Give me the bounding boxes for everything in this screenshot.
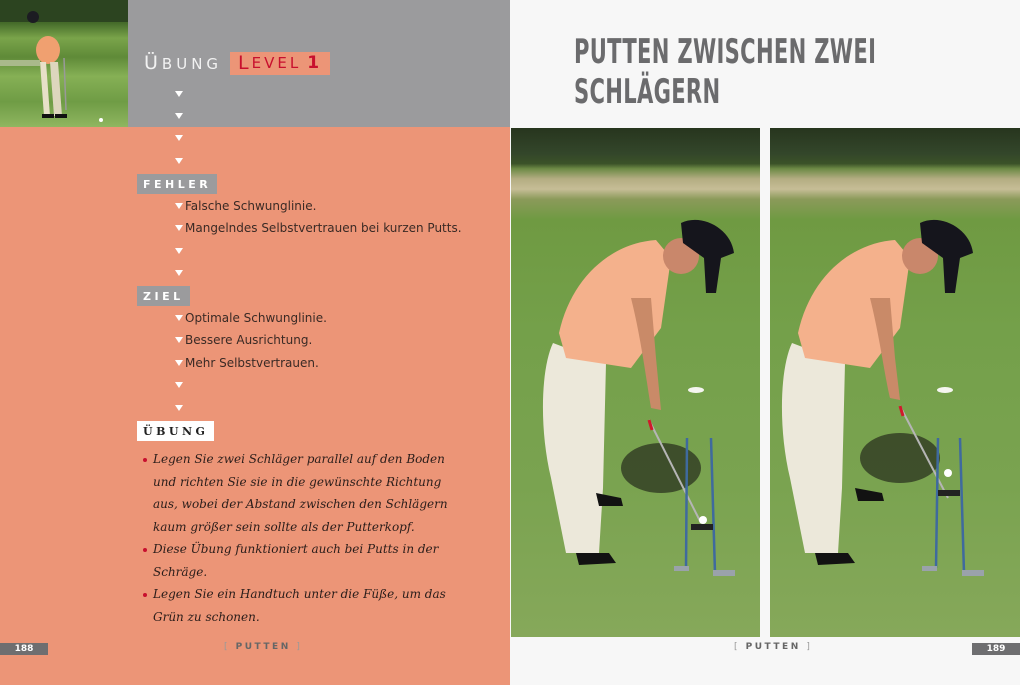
- section-label-uebung: ÜBUNG: [137, 421, 214, 441]
- triangle-bullet-icon: [175, 248, 183, 254]
- triangle-bullet-icon: [175, 225, 183, 231]
- triangle-bullet-icon: [175, 315, 183, 321]
- ziel-item: Mehr Selbstvertrauen.: [185, 356, 319, 370]
- page-number-left: 188: [0, 643, 48, 655]
- triangle-bullet-icon: [175, 91, 183, 97]
- section-label-fehler: FEHLER: [137, 174, 217, 194]
- ziel-item: Bessere Ausrichtung.: [185, 333, 313, 347]
- exercise-item: Legen Sie zwei Schläger parallel auf den Boden und richten Sie sie in die gewünschte Richtung aus, wobei der Abstand zwischen den Schlägern kaum größer sein sollte als der Putterkopf.: [143, 448, 463, 538]
- golfer-thumbnail-illustration: [0, 0, 128, 127]
- page-title: [574, 32, 996, 112]
- triangle-bullet-icon: [175, 113, 183, 119]
- page-number-right: 189: [972, 643, 1020, 655]
- triangle-bullet-icon: [175, 405, 183, 411]
- level-badge: L EVEL 1: [230, 52, 330, 75]
- exercise-list: [143, 448, 463, 628]
- triangle-bullet-icon: [175, 158, 183, 164]
- triangle-bullet-icon: [175, 135, 183, 141]
- golfer-illustration: [511, 128, 760, 637]
- running-head-right: [ PUTTEN ]: [734, 642, 813, 652]
- uebung-label: ÜBUNG: [144, 52, 223, 74]
- triangle-bullet-icon: [175, 337, 183, 343]
- triangle-bullet-icon: [175, 360, 183, 366]
- triangle-bullet-icon: [175, 203, 183, 209]
- ziel-item: Optimale Schwunglinie.: [185, 311, 327, 325]
- triangle-bullet-icon: [175, 270, 183, 276]
- golfer-illustration: [770, 128, 1020, 637]
- level-heading: [144, 51, 330, 75]
- photo-putting-1: [511, 128, 760, 637]
- fehler-item: Falsche Schwunglinie.: [185, 199, 317, 213]
- photo-putting-2: [770, 128, 1020, 637]
- triangle-bullet-icon: [175, 382, 183, 388]
- section-label-ziel: ZIEL: [137, 286, 190, 306]
- exercise-item: Diese Übung funktioniert auch bei Putts in der Schräge.: [143, 538, 463, 583]
- running-head-left: [ PUTTEN ]: [224, 642, 303, 652]
- fehler-item: Mangelndes Selbstvertrauen bei kurzen Putts.: [185, 221, 462, 235]
- title-line-1: PUTTEN ZWISCHEN ZWEI: [574, 32, 877, 72]
- golfer-thumbnail-photo: [0, 0, 128, 127]
- title-line-2: SCHLÄGERN: [574, 72, 721, 112]
- exercise-item: Legen Sie ein Handtuch unter die Füße, um das Grün zu schonen.: [143, 583, 463, 628]
